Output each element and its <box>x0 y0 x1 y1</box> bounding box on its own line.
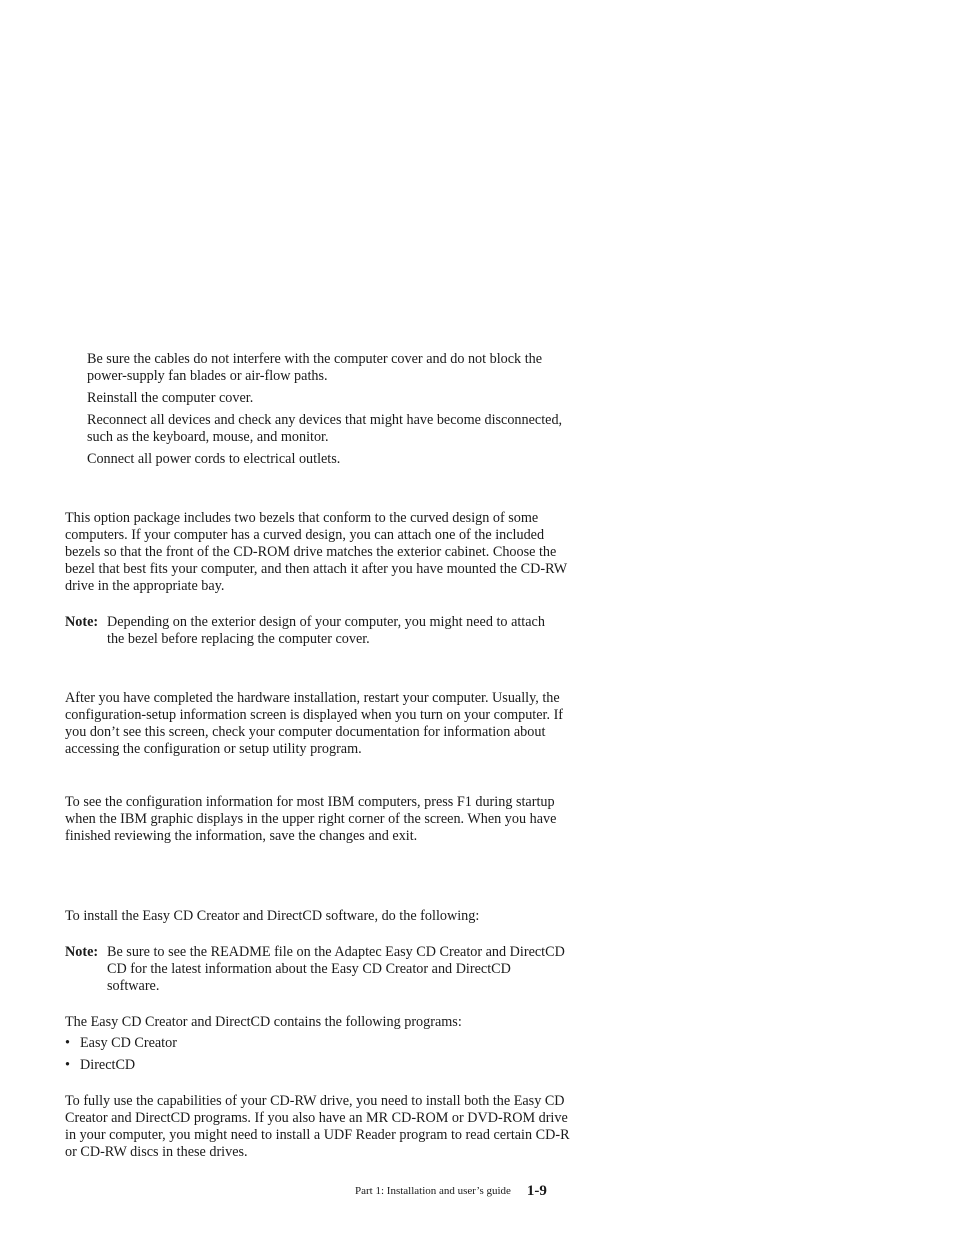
config-paragraph-f1: To see the configuration information for most IBM computers, press F1 during startup when the IBM graphic displays in the upper right corner of the screen. When you have finished reviewing the information, save the changes and exit. <box>65 794 557 844</box>
page-number: 1-9 <box>526 1183 547 1199</box>
step-reconnect-devices: Reconnect all devices and check any devices that might have become disconnected, such as the keyboard, mouse, and monitor. <box>87 412 563 445</box>
list-item-label: DirectCD <box>80 1057 136 1073</box>
note-label: Note: <box>65 614 99 630</box>
page-footer <box>355 1183 547 1198</box>
list-item <box>65 1035 177 1052</box>
note-text: Depending on the exterior design of your computer, you might need to attach the bezel before replacing the computer cover. <box>107 614 545 647</box>
bezel-paragraph: This option package includes two bezels that conform to the curved design of some computers. If your computer has a curved design, you can attach one of the included bezels so that the front of the CD-ROM drive matches the exterior cabinet. Choose the bezel that best fits your computer, and then attach it after you have mounted the CD-RW drive in the appropriate bay. <box>65 510 567 594</box>
step-cables-check: Be sure the cables do not interfere with the computer cover and do not block the power-supply fan blades or air-flow paths. <box>87 351 543 384</box>
closing-paragraph: To fully use the capabilities of your CD-RW drive, you need to install both the Easy CD Creator and DirectCD programs. If you also have an MR CD-ROM or DVD-ROM drive in your computer, you might need to install a UDF Reader program to read certain CD-R or CD-RW discs in these drives. <box>65 1093 570 1160</box>
bullet-icon: • <box>65 1035 70 1051</box>
step-connect-power: Connect all power cords to electrical outlets. <box>87 451 341 467</box>
note-bezel <box>65 614 565 648</box>
list-item-label: Easy CD Creator <box>80 1035 177 1051</box>
install-intro: To install the Easy CD Creator and DirectCD software, do the following: <box>65 908 480 924</box>
config-paragraph-restart: After you have completed the hardware installation, restart your computer. Usually, the configuration-setup information screen is displayed when you turn on your computer. If you don’t see this screen, check your computer documentation for information about accessing the configuration or setup utility program. <box>65 690 564 757</box>
note-readme <box>65 944 565 995</box>
bullet-icon: • <box>65 1057 70 1073</box>
note-label: Note: <box>65 944 99 960</box>
footer-text: Part 1: Installation and user’s guide <box>355 1185 511 1197</box>
list-item <box>65 1057 135 1074</box>
programs-intro: The Easy CD Creator and DirectCD contains the following programs: <box>65 1014 462 1030</box>
note-text: Be sure to see the README file on the Adaptec Easy CD Creator and DirectCD CD for the latest information about the Easy CD Creator and DirectCD software. <box>107 944 565 994</box>
step-reinstall-cover: Reinstall the computer cover. <box>87 390 254 406</box>
